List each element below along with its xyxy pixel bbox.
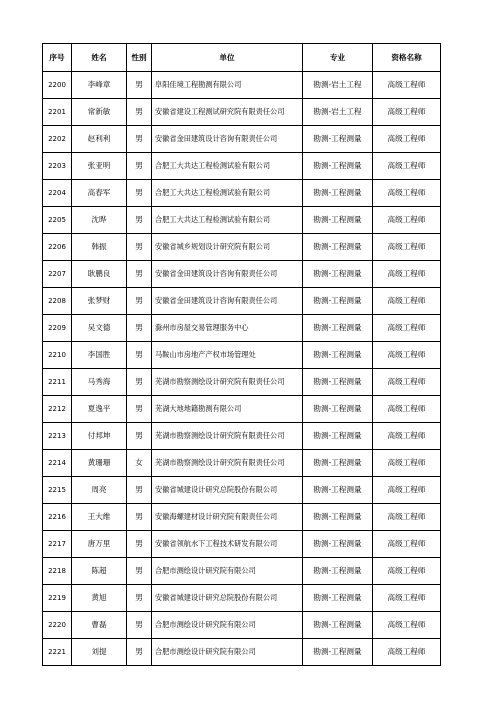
table-row: [43, 531, 441, 558]
table-row: [43, 288, 441, 315]
cell-serial: 2214: [43, 450, 72, 477]
cell-name: 韩振: [72, 234, 127, 261]
cell-serial: 2207: [43, 261, 72, 288]
cell-name: 付邦坤: [72, 423, 127, 450]
cell-gender: 男: [127, 531, 152, 558]
cell-serial: 2205: [43, 207, 72, 234]
cell-qualification: 高级工程师: [373, 72, 441, 99]
cell-serial: 2213: [43, 423, 72, 450]
table-row: [43, 423, 441, 450]
cell-qualification: 高级工程师: [373, 369, 441, 396]
cell-major: 勘测-岩土工程: [303, 72, 373, 99]
cell-qualification: 高级工程师: [373, 315, 441, 342]
table-row: [43, 180, 441, 207]
cell-serial: 2219: [43, 585, 72, 612]
cell-name: 黄旭: [72, 585, 127, 612]
cell-name: 周亮: [72, 477, 127, 504]
cell-name: 吴文德: [72, 315, 127, 342]
cell-major: 勘测-工程测量: [303, 585, 373, 612]
cell-unit: 合肥工大共达工程检测试验有限公司: [152, 153, 303, 180]
cell-qualification: 高级工程师: [373, 99, 441, 126]
cell-serial: 2209: [43, 315, 72, 342]
table-row: [43, 234, 441, 261]
cell-major: 勘测-工程测量: [303, 369, 373, 396]
cell-unit: 阜阳佳境工程勘测有限公司: [152, 72, 303, 99]
cell-name: 沈晔: [72, 207, 127, 234]
cell-qualification: 高级工程师: [373, 504, 441, 531]
cell-name: 张梦财: [72, 288, 127, 315]
cell-qualification: 高级工程师: [373, 585, 441, 612]
cell-name: 陈超: [72, 558, 127, 585]
header-major: 专业: [303, 44, 373, 72]
cell-name: 高春军: [72, 180, 127, 207]
cell-major: 勘测-工程测量: [303, 288, 373, 315]
cell-gender: 男: [127, 207, 152, 234]
header-name: 姓名: [72, 44, 127, 72]
table-row: [43, 342, 441, 369]
table-header-row: [43, 44, 441, 72]
cell-serial: 2201: [43, 99, 72, 126]
cell-qualification: 高级工程师: [373, 153, 441, 180]
table-row: [43, 72, 441, 99]
cell-qualification: 高级工程师: [373, 126, 441, 153]
cell-gender: 男: [127, 180, 152, 207]
table-row: [43, 450, 441, 477]
cell-qualification: 高级工程师: [373, 207, 441, 234]
cell-gender: 男: [127, 585, 152, 612]
table-row: [43, 261, 441, 288]
cell-major: 勘测-工程测量: [303, 207, 373, 234]
table-row: [43, 207, 441, 234]
table-row: [43, 153, 441, 180]
cell-major: 勘测-工程测量: [303, 234, 373, 261]
cell-unit: 滁州市房屋交易管理服务中心: [152, 315, 303, 342]
cell-name: 马秀海: [72, 369, 127, 396]
cell-qualification: 高级工程师: [373, 612, 441, 639]
table-row: [43, 477, 441, 504]
cell-unit: 安徽省领航水下工程技术研发有限公司: [152, 531, 303, 558]
cell-major: 勘测-工程测量: [303, 396, 373, 423]
cell-qualification: 高级工程师: [373, 450, 441, 477]
cell-major: 勘测-工程测量: [303, 153, 373, 180]
cell-major: 勘测-工程测量: [303, 558, 373, 585]
cell-major: 勘测-工程测量: [303, 423, 373, 450]
cell-major: 勘测-工程测量: [303, 477, 373, 504]
cell-unit: 安徽省城乡规划设计研究院有限公司: [152, 234, 303, 261]
cell-major: 勘测-工程测量: [303, 180, 373, 207]
cell-gender: 男: [127, 369, 152, 396]
cell-unit: 安徽省金田建筑设计咨询有限责任公司: [152, 288, 303, 315]
cell-unit: 安徽海螺建材设计研究院有限责任公司: [152, 504, 303, 531]
cell-gender: 男: [127, 477, 152, 504]
cell-unit: 芜湖市勘察测绘设计研究院有限责任公司: [152, 369, 303, 396]
cell-serial: 2208: [43, 288, 72, 315]
cell-gender: 男: [127, 342, 152, 369]
cell-unit: 合肥工大共达工程检测试验有限公司: [152, 180, 303, 207]
cell-name: 唐万里: [72, 531, 127, 558]
table-row: [43, 396, 441, 423]
cell-gender: 男: [127, 153, 152, 180]
cell-unit: 安徽省建设工程测试研究院有限责任公司: [152, 99, 303, 126]
cell-gender: 男: [127, 612, 152, 639]
header-qualification: 资格名称: [373, 44, 441, 72]
cell-serial: 2218: [43, 558, 72, 585]
cell-serial: 2216: [43, 504, 72, 531]
cell-gender: 男: [127, 126, 152, 153]
cell-unit: 芜湖大地地籍勘测有限公司: [152, 396, 303, 423]
cell-unit: 芜湖市勘察测绘设计研究院有限责任公司: [152, 450, 303, 477]
cell-major: 勘测-工程测量: [303, 531, 373, 558]
cell-major: 勘测-岩土工程: [303, 99, 373, 126]
cell-major: 勘测-工程测量: [303, 315, 373, 342]
cell-name: 张亚明: [72, 153, 127, 180]
cell-serial: 2220: [43, 612, 72, 639]
header-unit: 单位: [152, 44, 303, 72]
cell-name: 耿鹏良: [72, 261, 127, 288]
cell-unit: 合肥市测绘设计研究院有限公司: [152, 612, 303, 639]
cell-gender: 女: [127, 450, 152, 477]
table-row: [43, 639, 441, 666]
table-body: [43, 72, 441, 666]
cell-serial: 2217: [43, 531, 72, 558]
cell-qualification: 高级工程师: [373, 558, 441, 585]
cell-gender: 男: [127, 261, 152, 288]
cell-name: 常新敏: [72, 99, 127, 126]
cell-unit: 合肥工大共达工程检测试验有限公司: [152, 207, 303, 234]
cell-gender: 男: [127, 423, 152, 450]
table-row: [43, 558, 441, 585]
cell-major: 勘测-工程测量: [303, 504, 373, 531]
qualification-table: [42, 43, 441, 666]
cell-name: 李峰章: [72, 72, 127, 99]
cell-unit: 合肥市测绘设计研究院有限公司: [152, 558, 303, 585]
cell-qualification: 高级工程师: [373, 342, 441, 369]
cell-qualification: 高级工程师: [373, 396, 441, 423]
cell-unit: 安徽省金田建筑设计咨询有限责任公司: [152, 126, 303, 153]
cell-serial: 2204: [43, 180, 72, 207]
cell-gender: 男: [127, 99, 152, 126]
cell-major: 勘测-工程测量: [303, 261, 373, 288]
cell-serial: 2211: [43, 369, 72, 396]
cell-qualification: 高级工程师: [373, 639, 441, 666]
table-row: [43, 99, 441, 126]
cell-name: 夏逸平: [72, 396, 127, 423]
cell-major: 勘测-工程测量: [303, 126, 373, 153]
cell-unit: 安徽省城建设计研究总院股份有限公司: [152, 477, 303, 504]
cell-qualification: 高级工程师: [373, 477, 441, 504]
table-row: [43, 585, 441, 612]
cell-serial: 2212: [43, 396, 72, 423]
cell-gender: 男: [127, 639, 152, 666]
cell-major: 勘测-工程测量: [303, 450, 373, 477]
table-row: [43, 315, 441, 342]
cell-unit: 合肥市测绘设计研究院有限公司: [152, 639, 303, 666]
cell-qualification: 高级工程师: [373, 180, 441, 207]
cell-gender: 男: [127, 396, 152, 423]
cell-serial: 2202: [43, 126, 72, 153]
cell-qualification: 高级工程师: [373, 423, 441, 450]
cell-name: 黄珊珊: [72, 450, 127, 477]
cell-serial: 2215: [43, 477, 72, 504]
cell-qualification: 高级工程师: [373, 234, 441, 261]
cell-unit: 马鞍山市房地产产权市场管理处: [152, 342, 303, 369]
header-gender: 性别: [127, 44, 152, 72]
cell-major: 勘测-工程测量: [303, 612, 373, 639]
table-row: [43, 612, 441, 639]
cell-name: 刘提: [72, 639, 127, 666]
table-row: [43, 369, 441, 396]
cell-name: 赵利利: [72, 126, 127, 153]
cell-serial: 2206: [43, 234, 72, 261]
cell-name: 王大维: [72, 504, 127, 531]
cell-major: 勘测-工程测量: [303, 639, 373, 666]
cell-qualification: 高级工程师: [373, 531, 441, 558]
cell-unit: 安徽省城建设计研究总院股份有限公司: [152, 585, 303, 612]
header-serial: 序号: [43, 44, 72, 72]
cell-gender: 男: [127, 504, 152, 531]
cell-serial: 2203: [43, 153, 72, 180]
table-row: [43, 126, 441, 153]
cell-name: 曹磊: [72, 612, 127, 639]
table-row: [43, 504, 441, 531]
cell-qualification: 高级工程师: [373, 288, 441, 315]
cell-unit: 芜湖市勘察测绘设计研究院有限责任公司: [152, 423, 303, 450]
cell-unit: 安徽省金田建筑设计咨询有限责任公司: [152, 261, 303, 288]
cell-major: 勘测-工程测量: [303, 342, 373, 369]
cell-serial: 2210: [43, 342, 72, 369]
cell-gender: 男: [127, 72, 152, 99]
cell-gender: 男: [127, 315, 152, 342]
cell-qualification: 高级工程师: [373, 261, 441, 288]
cell-gender: 男: [127, 234, 152, 261]
cell-name: 李国胜: [72, 342, 127, 369]
cell-gender: 男: [127, 558, 152, 585]
cell-gender: 男: [127, 288, 152, 315]
cell-serial: 2200: [43, 72, 72, 99]
cell-serial: 2221: [43, 639, 72, 666]
